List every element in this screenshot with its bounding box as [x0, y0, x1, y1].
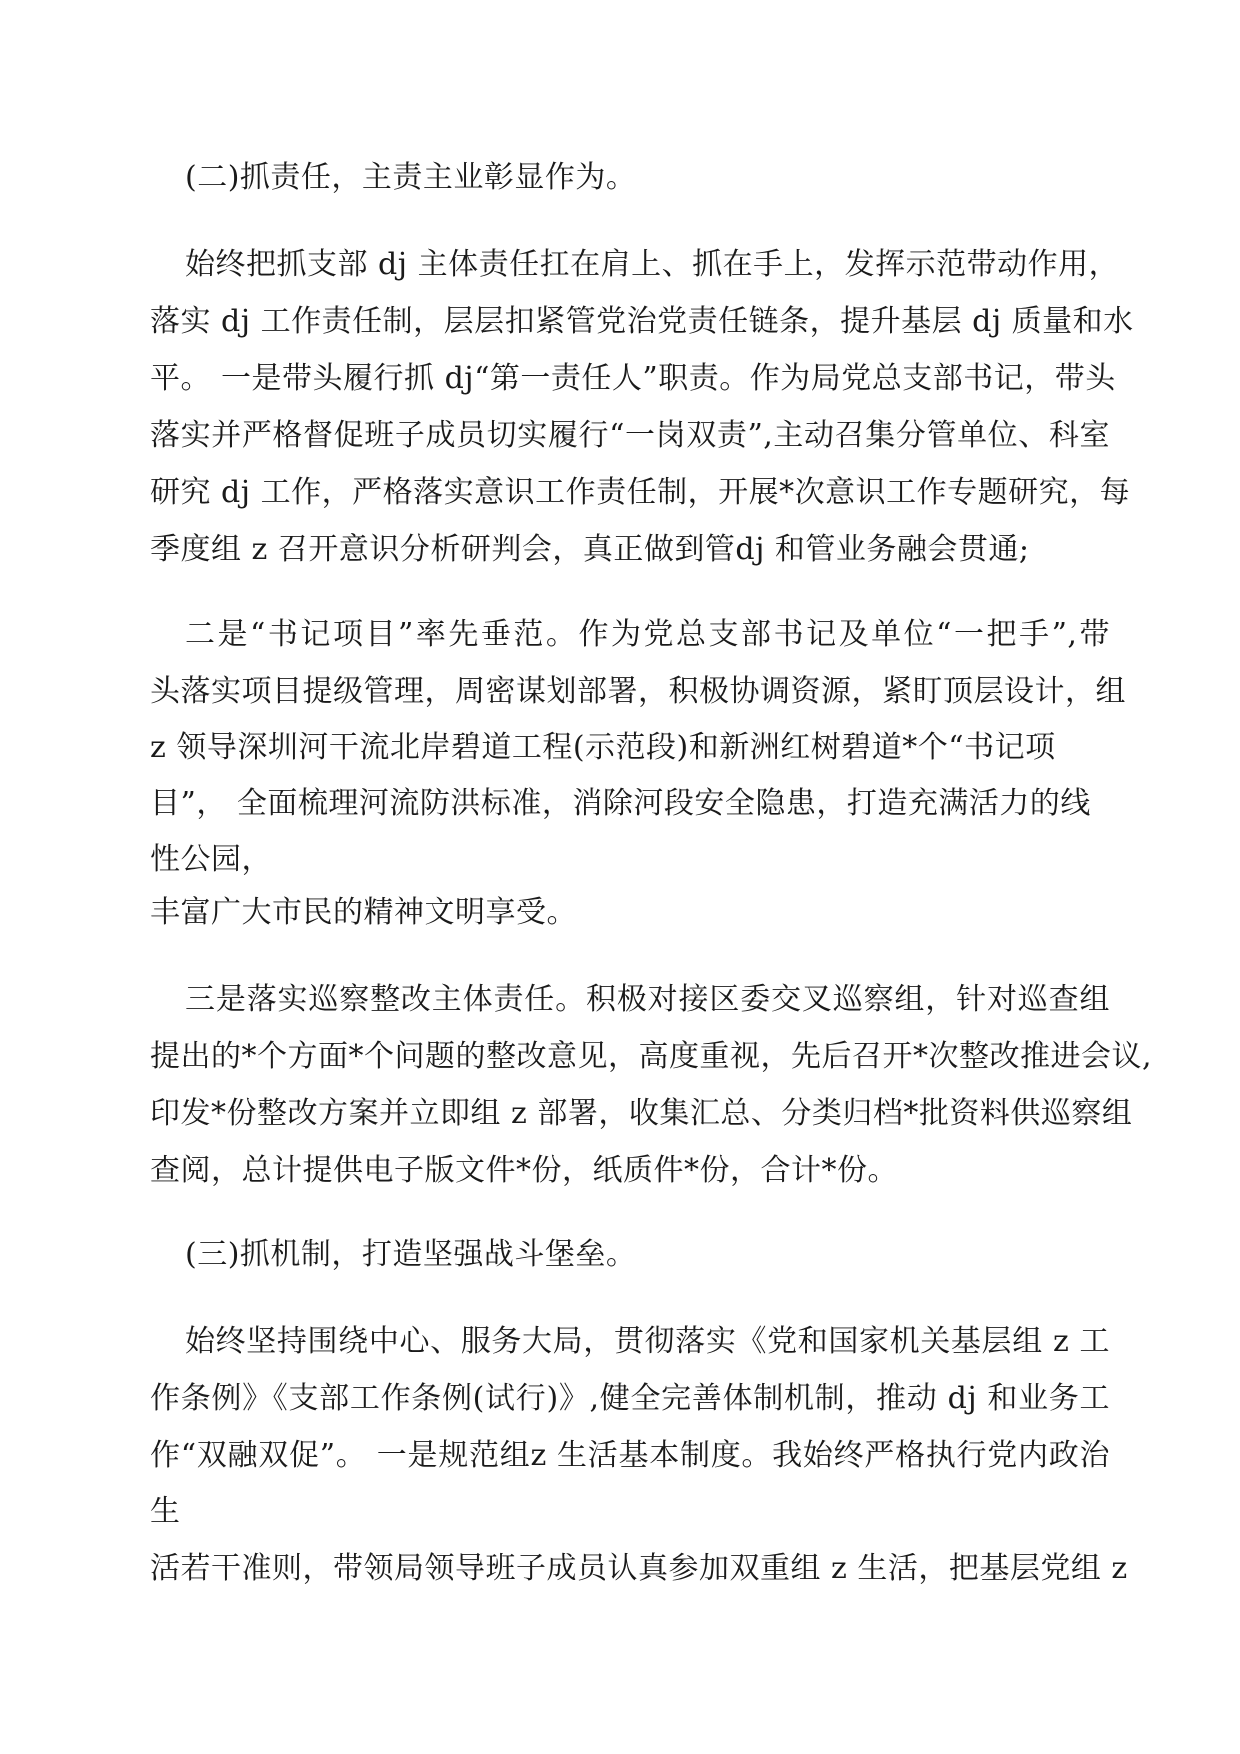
paragraph-line: 提出的*个方面*个问题的整改意见，高度重视，先后召开*次整改推进会议,: [150, 1039, 1153, 1074]
section-heading: (二)抓责任，主责主业彰显作为。: [185, 160, 637, 195]
paragraph-line: 落实 dj 工作责任制，层层扣紧管党治党责任链条，提升基层 dj 质量和水: [150, 304, 1134, 339]
section-heading: (三)抓机制，打造坚强战斗堡垒。: [185, 1237, 637, 1272]
paragraph-line: 生: [150, 1494, 181, 1529]
paragraph-line: 作“双融双促”。 一是规范组z 生活基本制度。我始终严格执行党内政治: [150, 1438, 1110, 1473]
paragraph-line: 二是“书记项目”率先垂范。作为党总支部书记及单位“一把手”,带: [185, 617, 1110, 652]
paragraph-line: 目”， 全面梳理河流防洪标准，消除河段安全隐患，打造充满活力的线: [150, 786, 1091, 821]
paragraph-line: 活若干准则，带领局领导班子成员认真参加双重组 z 生活，把基层党组 z: [150, 1551, 1128, 1586]
paragraph-line: 落实并严格督促班子成员切实履行“一岗双责”,主动召集分管单位、科室: [150, 418, 1110, 453]
paragraph-line: 作条例》《支部工作条例(试行)》,健全完善体制机制，推动 dj 和业务工: [150, 1381, 1110, 1416]
paragraph-line: 查阅，总计提供电子版文件*份，纸质件*份，合计*份。: [150, 1153, 898, 1188]
paragraph-line: 三是落实巡察整改主体责任。积极对接区委交叉巡察组，针对巡查组: [185, 982, 1110, 1017]
paragraph-line: 平。 一是带头履行抓 dj“第一责任人”职责。作为局党总支部书记，带头: [150, 361, 1116, 396]
paragraph-line: 印发*份整改方案并立即组 z 部署，收集汇总、分类归档*批资料供巡察组: [150, 1096, 1133, 1131]
paragraph-line: 始终把抓支部 dj 主体责任扛在肩上、抓在手上，发挥示范带动作用，: [185, 247, 1120, 282]
paragraph-line: z 领导深圳河干流北岸碧道工程(示范段)和新洲红树碧道*个“书记项: [150, 730, 1056, 765]
paragraph-line: 性公园，: [150, 842, 272, 877]
paragraph-line: 丰富广大市民的精神文明享受。: [150, 895, 577, 930]
paragraph-line: 研究 dj 工作，严格落实意识工作责任制，开展*次意识工作专题研究，每: [150, 475, 1131, 510]
paragraph-line: 始终坚持围绕中心、服务大局，贯彻落实《党和国家机关基层组 z 工: [185, 1324, 1110, 1359]
paragraph-line: 季度组 z 召开意识分析研判会，真正做到管dj 和管业务融会贯通;: [150, 532, 1030, 567]
paragraph-line: 头落实项目提级管理，周密谋划部署，积极协调资源，紧盯顶层设计，组: [150, 674, 1126, 709]
